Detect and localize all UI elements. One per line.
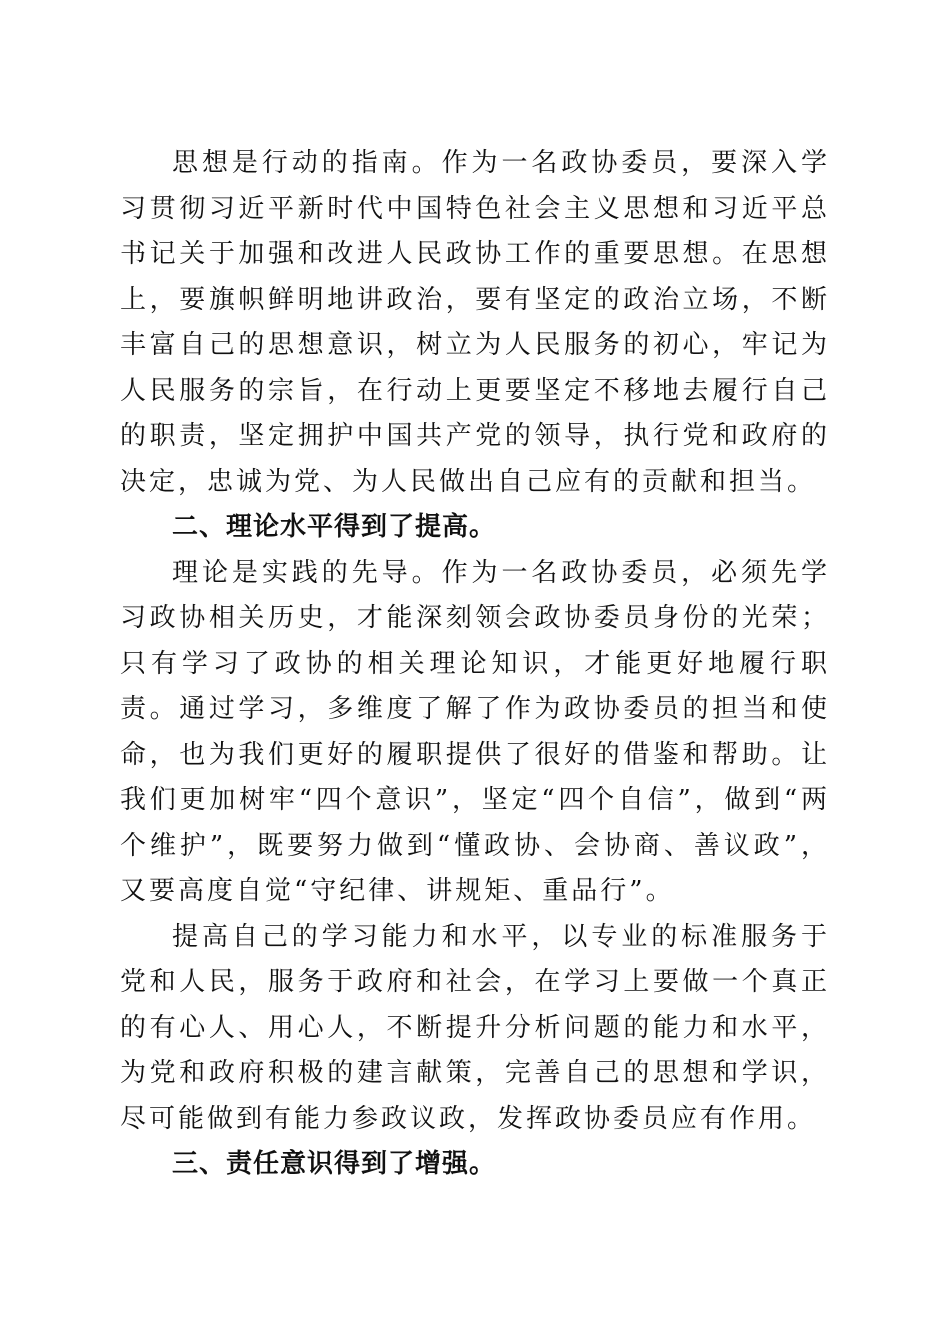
document-body — [120, 141, 830, 1188]
paragraph-theory-practice: 理论是实践的先导。作为一名政协委员，必须先学习政协相关历史，才能深刻领会政协委员身份的光荣；只有学习了政协的相关理论知识，才能更好地履行职责。通过学习，多维度了解了作为政协委员的担当和使命，也为我们更好的履职提供了很好的借鉴和帮助。让我们更加树牢“四个意识”，坚定“四个自信”，做到“两个维护”，既要努力做到“懂政协、会协商、善议政”，又要高度自觉“守纪律、讲规矩、重品行”。 — [120, 557, 830, 906]
section-heading-responsibility: 三、责任意识得到了增强。 — [172, 1149, 497, 1179]
paragraph-learning-ability: 提高自己的学习能力和水平，以专业的标准服务于党和人民，服务于政府和社会，在学习上要做一个真正的有心人、用心人，不断提升分析问题的能力和水平，为党和政府积极的建言献策，完善自己的思想和学识，尽可能做到有能力参政议政，发挥政协委员应有作用。 — [120, 921, 830, 1134]
paragraph-thought-guidance: 思想是行动的指南。作为一名政协委员，要深入学习贯彻习近平新时代中国特色社会主义思想和习近平总书记关于加强和改进人民政协工作的重要思想。在思想上，要旗帜鲜明地讲政治，要有坚定的政治立场，不断丰富自己的思想意识，树立为人民服务的初心，牢记为人民服务的宗旨，在行动上更要坚定不移地去履行自己的职责，坚定拥护中国共产党的领导，执行党和政府的决定，忠诚为党、为人民做出自己应有的贡献和担当。 — [120, 148, 830, 497]
section-heading-theory: 二、理论水平得到了提高。 — [172, 512, 497, 542]
